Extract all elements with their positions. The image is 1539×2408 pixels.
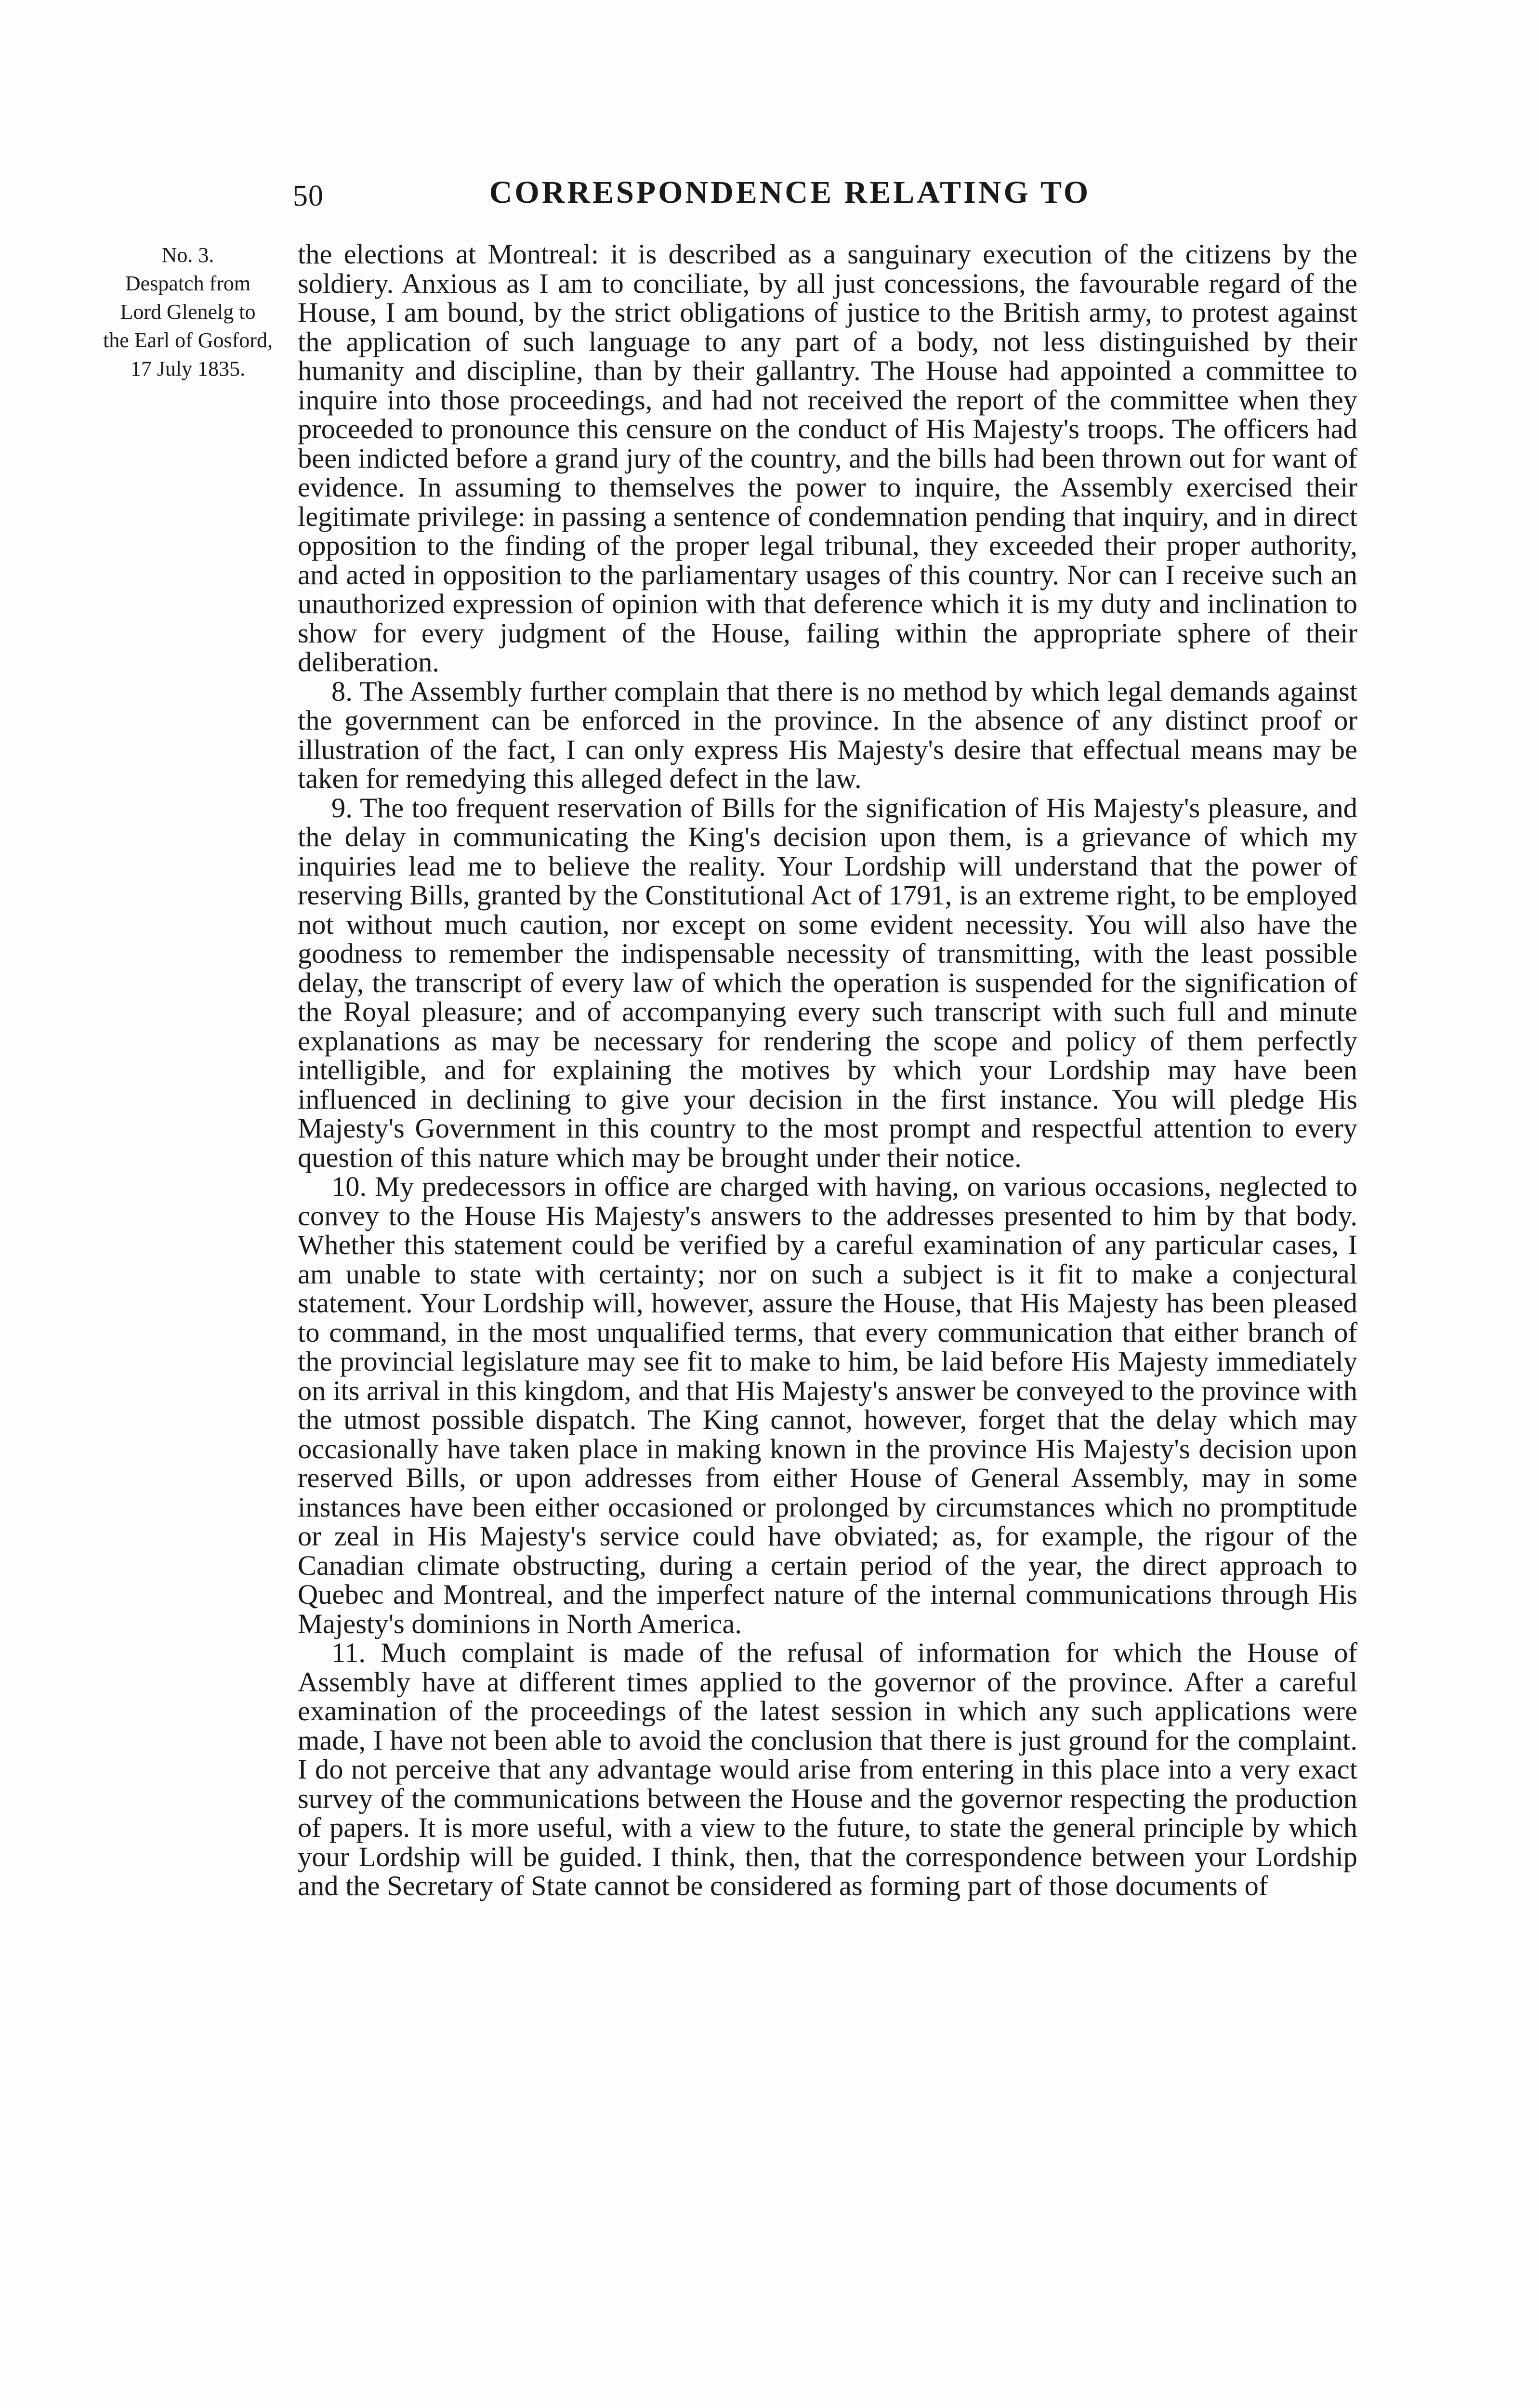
margin-note-line: the Earl of Gosford,: [103, 328, 273, 352]
margin-note: [82, 241, 294, 383]
paragraph-9: 9. The too frequent reservation of Bills for the signification of His Majesty's pleasure, and the delay in communicating the King's decision upon them, is a grievance of which my inquiries lead me to believe the reality. Your Lordship will understand that the power of reserving Bills, granted by the Constitutional Act of 1791, is an extreme right, to be employed not without much caution, nor except on some evident necessity. You will also have the goodness to remember the indispensable necessity of transmitting, with the least possible delay, the transcript of every law of which the operation is suspended for the signification of the Royal pleasure; and of accompanying every such transcript with such full and minute explanations as may be necessary for rendering the scope and policy of them perfectly intelligible, and for explaining the motives by which your Lordship may have been influenced in declining to give your decision in the first instance. You will pledge His Majesty's Government in this country to the most prompt and respectful attention to every question of this nature which may be brought under their notice.: [298, 792, 1357, 1173]
page-number: 50: [293, 180, 324, 212]
paragraph-continued: the elections at Montreal: it is described as a sanguinary execution of the citizens by the soldiery. Anxious as I am to conciliate, by all just concessions, the favourable regard of the House, I am bound, by the strict obligations of justice to the British army, to protest against the application of such language to any part of a body, not less distinguished by their humanity and discipline, than by their gallantry. The House had appointed a committee to inquire into those proceedings, and had not received the report of the committee when they proceeded to pronounce this censure on the conduct of His Majesty's troops. The officers had been indicted before a grand jury of the country, and the bills had been thrown out for want of evidence. In assuming to themselves the power to inquire, the Assembly exercised their legitimate privilege: in passing a sentence of condemnation pending that inquiry, and in direct opposition to the finding of the proper legal tribunal, they exceeded their proper authority, and acted in opposition to the parliamentary usages of this country. Nor can I receive such an unauthorized expression of opinion with that deference which it is my duty and inclination to show for every judgment of the House, failing within the appropriate sphere of their deliberation.: [298, 238, 1357, 678]
margin-note-date: 17 July 1835.: [130, 357, 246, 380]
paragraph-11: 11. Much complaint is made of the refusal of information for which the House of Assembly have at different times applied to the governor of the province. After a careful examination of the proceedings of the latest session in which any such applications were made, I have not been able to avoid the conclusion that there is just ground for the complaint. I do not perceive that any advantage would arise from entering in this place into a very exact survey of the communications between the House and the governor respecting the production of papers. It is more useful, with a view to the future, to state the general principle by which your Lordship will be guided. I think, then, that the correspondence between your Lordship and the Secretary of State cannot be considered as forming part of those documents of: [298, 1637, 1357, 1901]
margin-note-line: Lord Glenelg to: [120, 300, 256, 324]
body-text: [298, 240, 1357, 1901]
margin-note-line: Despatch from: [125, 272, 251, 295]
running-title: CORRESPONDENCE RELATING TO: [489, 175, 1091, 210]
paragraph-10: 10. My predecessors in office are charged with having, on various occasions, neglected to convey to the House His Majesty's answers to the addresses presented to him by that body. Whether this statement could be verified by a careful examination of any particular cases, I am unable to state with certainty; nor on such a subject is it fit to make a conjectural statement. Your Lordship will, however, assure the House, that His Majesty has been pleased to command, in the most unqualified terms, that every communication that either branch of the provincial legislature may see fit to make to him, be laid before His Majesty immediately on its arrival in this kingdom, and that His Majesty's answer be conveyed to the province with the utmost possible dispatch. The King cannot, however, forget that the delay which may occasionally have taken place in making known in the province His Majesty's decision upon reserved Bills, or upon addresses from either House of General Assembly, may in some instances have been either occasioned or prolonged by circumstances which no promptitude or zeal in His Majesty's service could have obviated; as, for example, the rigour of the Canadian climate obstructing, during a certain period of the year, the direct approach to Quebec and Montreal, and the imperfect nature of the internal communications through His Majesty's dominions in North America.: [298, 1171, 1357, 1639]
page-header: [289, 174, 1291, 218]
paragraph-8: 8. The Assembly further complain that there is no method by which legal demands against the government can be enforced in the province. In the absence of any distinct proof or illustration of the fact, I can only express His Majesty's desire that effectual means may be taken for remedying this alleged defect in the law.: [298, 675, 1357, 794]
margin-note-number: No. 3.: [161, 243, 214, 267]
